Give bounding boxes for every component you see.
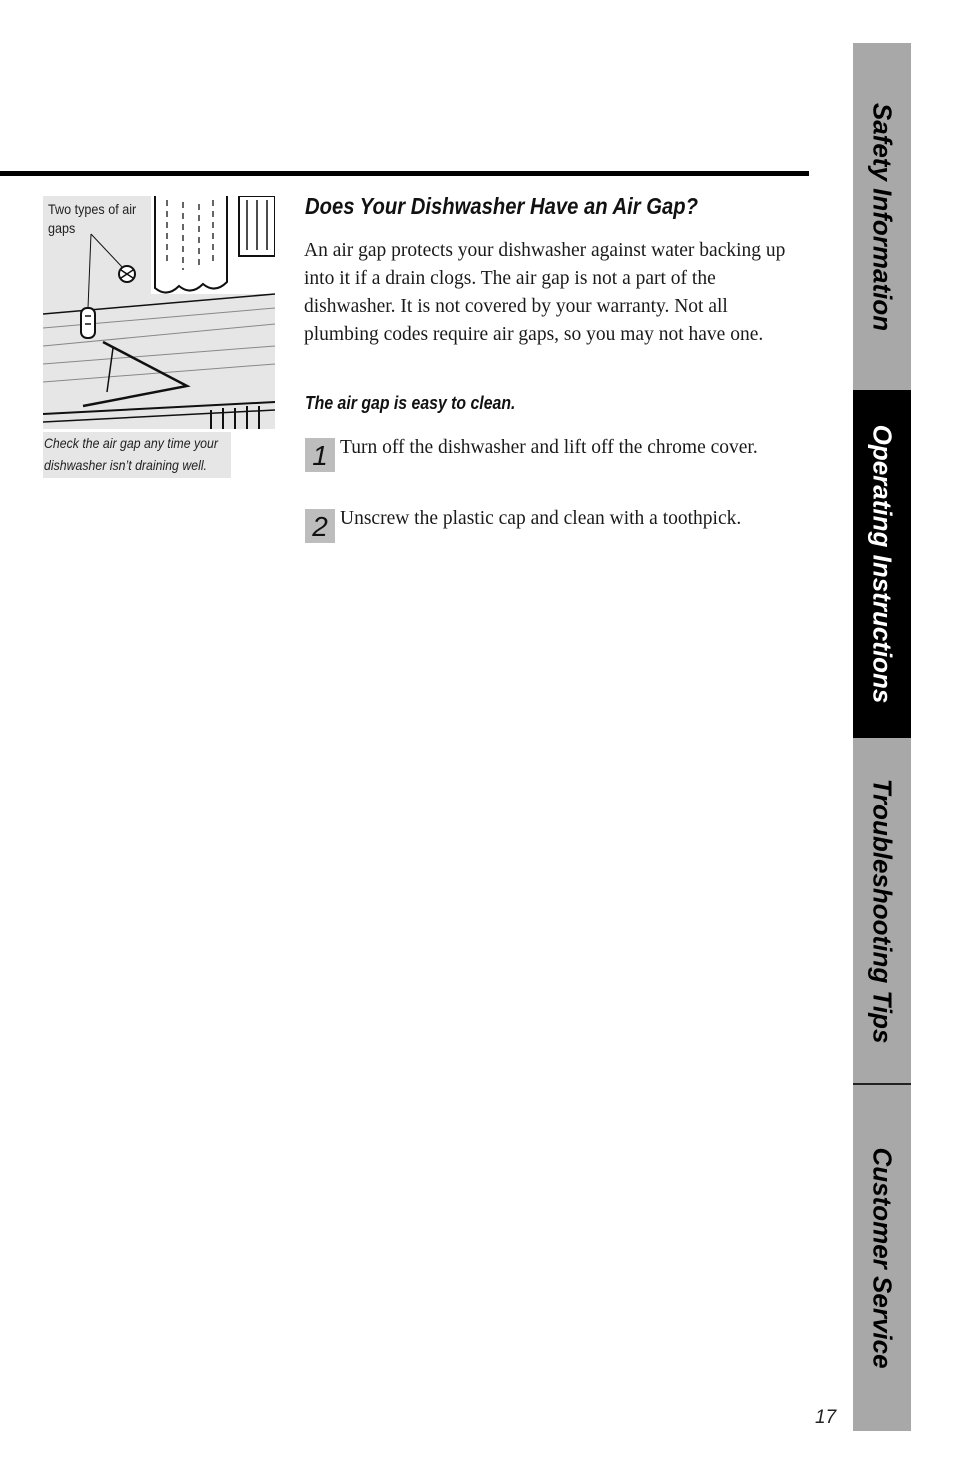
top-rule	[0, 171, 809, 176]
tab-label: Customer Service	[867, 1147, 898, 1369]
tab-operating-instructions[interactable]	[853, 390, 911, 738]
tab-customer-service[interactable]	[853, 1085, 911, 1431]
page-number: 17	[815, 1407, 837, 1428]
figure-label: Two types of air gaps	[48, 201, 137, 236]
tab-troubleshooting-tips[interactable]	[853, 738, 911, 1084]
tab-safety-information[interactable]	[853, 43, 911, 390]
tab-label: Safety Information	[867, 102, 898, 331]
tab-label: Troubleshooting Tips	[867, 778, 898, 1044]
caption-line: Check the air gap any time your	[44, 435, 218, 451]
section-tabs	[853, 43, 911, 1431]
step-text: Unscrew the plastic cap and clean with a toothpick.	[340, 508, 742, 529]
body-paragraph: An air gap protects your dishwasher against water backing up into it if a drain clogs. The air gap is not a part of the dishwasher. It is not covered by your warranty. Not all plumbing codes require air gaps, so you may not have one.	[304, 240, 786, 345]
air-gap-illustration	[43, 196, 275, 429]
step-number: 2	[305, 509, 335, 543]
caption-line: dishwasher isn’t draining well.	[44, 457, 207, 473]
section-heading: Does Your Dishwasher Have an Air Gap?	[305, 193, 698, 219]
tab-label: Operating Instructions	[867, 424, 898, 704]
step-text: Turn off the dishwasher and lift off the chrome cover.	[340, 437, 758, 458]
figure-caption	[43, 432, 231, 478]
step-number: 1	[305, 438, 335, 472]
subheading: The air gap is easy to clean.	[305, 393, 516, 413]
